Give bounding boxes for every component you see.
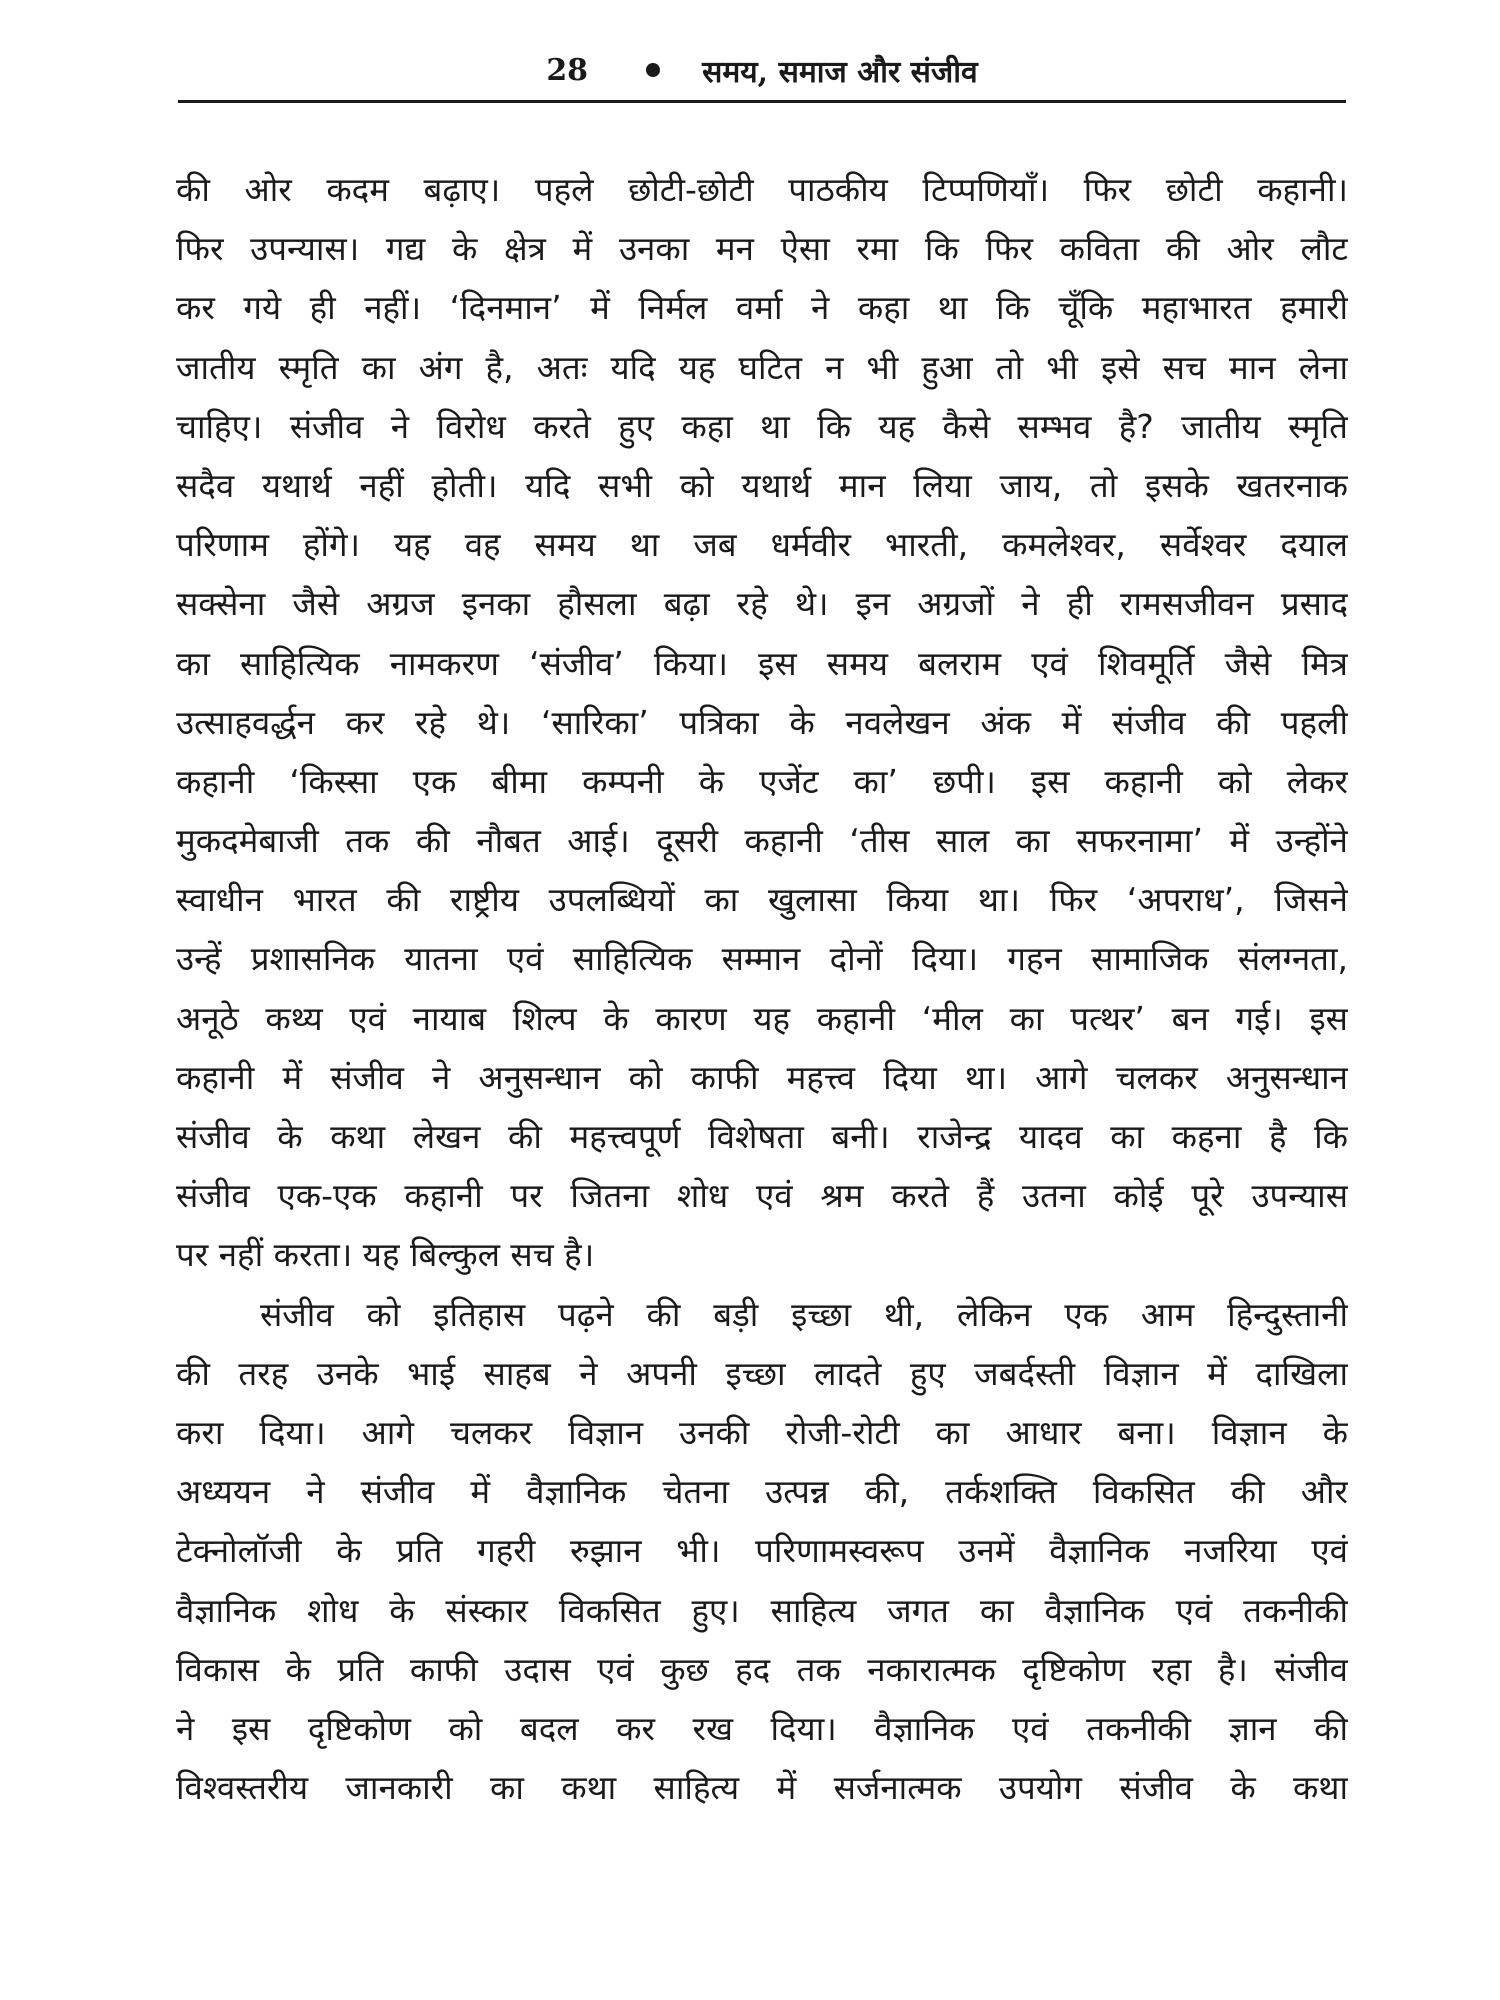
text-line: संजीव के कथा लेखन की महत्त्वपूर्ण विशेषता बनी। राजेन्द्र यादव का कहना है कि	[176, 1117, 1348, 1156]
text-line: विश्वस्तरीय जानकारी का कथा साहित्य में सर्जनात्मक उपयोग संजीव के कथा	[176, 1768, 1348, 1808]
text-line: करा दिया। आगे चलकर विज्ञान उनकी रोजी-रोटी का आधार बना। विज्ञान के	[176, 1412, 1348, 1452]
text-line: अध्ययन ने संजीव में वैज्ञानिक चेतना उत्पन्न की, तर्कशक्ति विकसित की और	[176, 1472, 1348, 1512]
text-line: का साहित्यिक नामकरण ‘संजीव’ किया। इस समय बलराम एवं शिवमूर्ति जैसे मित्र	[176, 643, 1348, 683]
text-line: सदैव यथार्थ नहीं होती। यदि सभी को यथार्थ मान लिया जाय, तो इसके खतरनाक	[176, 465, 1348, 505]
text-line: उत्साहवर्द्धन कर रहे थे। ‘सारिका’ पत्रिका के नवलेखन अंक में संजीव की पहली	[176, 702, 1348, 742]
text-line: पर नहीं करता। यह बिल्कुल सच है।	[176, 1235, 595, 1275]
text-line: जातीय स्मृति का अंग है, अतः यदि यह घटित न भी हुआ तो भी इसे सच मान लेना	[176, 347, 1348, 387]
text-line: मुकदमेबाजी तक की नौबत आई। दूसरी कहानी ‘तीस साल का सफरनामा’ में उन्होंने	[176, 821, 1348, 861]
text-line: स्वाधीन भारत की राष्ट्रीय उपलब्धियों का खुलासा किया था। फिर ‘अपराध’, जिसने	[176, 880, 1348, 920]
page-number: 28	[546, 52, 589, 88]
text-line: टेक्नोलॉजी के प्रति गहरी रुझान भी। परिणामस्वरूप उनमें वैज्ञानिक नजरिया एवं	[176, 1531, 1348, 1571]
text-line: सक्सेना जैसे अग्रज इनका हौसला बढ़ा रहे थे। इन अग्रजों ने ही रामसजीवन प्रसाद	[176, 584, 1348, 624]
text-line: कर गये ही नहीं। ‘दिनमान’ में निर्मल वर्मा ने कहा था कि चूँकि महाभारत हमारी	[176, 288, 1348, 328]
text-line: संजीव एक-एक कहानी पर जितना शोध एवं श्रम करते हैं उतना कोई पूरे उपन्यास	[176, 1176, 1348, 1216]
body-text	[176, 160, 1348, 1817]
running-header	[178, 44, 1346, 96]
text-line: वैज्ञानिक शोध के संस्कार विकसित हुए। साहित्य जगत का वैज्ञानिक एवं तकनीकी	[176, 1590, 1348, 1630]
text-line: कहानी में संजीव ने अनुसन्धान को काफी महत्त्व दिया था। आगे चलकर अनुसन्धान	[176, 1057, 1348, 1097]
text-line: की तरह उनके भाई साहब ने अपनी इच्छा लादते हुए जबर्दस्ती विज्ञान में दाखिला	[176, 1353, 1348, 1393]
running-title: समय, समाज और संजीव	[702, 54, 978, 90]
text-line: अनूठे कथ्य एवं नायाब शिल्प के कारण यह कहानी ‘मील का पत्थर’ बन गई। इस	[176, 998, 1348, 1038]
text-line: परिणाम होंगे। यह वह समय था जब धर्मवीर भारती, कमलेश्वर, सर्वेश्वर दयाल	[176, 525, 1348, 565]
text-line: संजीव को इतिहास पढ़ने की बड़ी इच्छा थी, लेकिन एक आम हिन्दुस्तानी	[260, 1294, 1348, 1334]
text-line: कहानी ‘किस्सा एक बीमा कम्पनी के एजेंट का’ छपी। इस कहानी को लेकर	[176, 761, 1348, 801]
bullet-separator	[646, 63, 660, 77]
text-line: ने इस दृष्टिकोण को बदल कर रख दिया। वैज्ञानिक एवं तकनीकी ज्ञान की	[176, 1708, 1348, 1748]
text-line: विकास के प्रति काफी उदास एवं कुछ हद तक नकारात्मक दृष्टिकोण रहा है। संजीव	[176, 1649, 1348, 1689]
text-line: उन्हें प्रशासनिक यातना एवं साहित्यिक सम्मान दोनों दिया। गहन सामाजिक संलग्नता,	[176, 939, 1348, 979]
text-line: फिर उपन्यास। गद्य के क्षेत्र में उनका मन ऐसा रमा कि फिर कविता की ओर लौट	[176, 229, 1348, 269]
text-line: चाहिए। संजीव ने विरोध करते हुए कहा था कि यह कैसे सम्भव है? जातीय स्मृति	[176, 406, 1348, 446]
text-line: की ओर कदम बढ़ाए। पहले छोटी-छोटी पाठकीय टिप्पणियाँ। फिर छोटी कहानी।	[176, 170, 1348, 209]
header-rule	[178, 100, 1346, 103]
